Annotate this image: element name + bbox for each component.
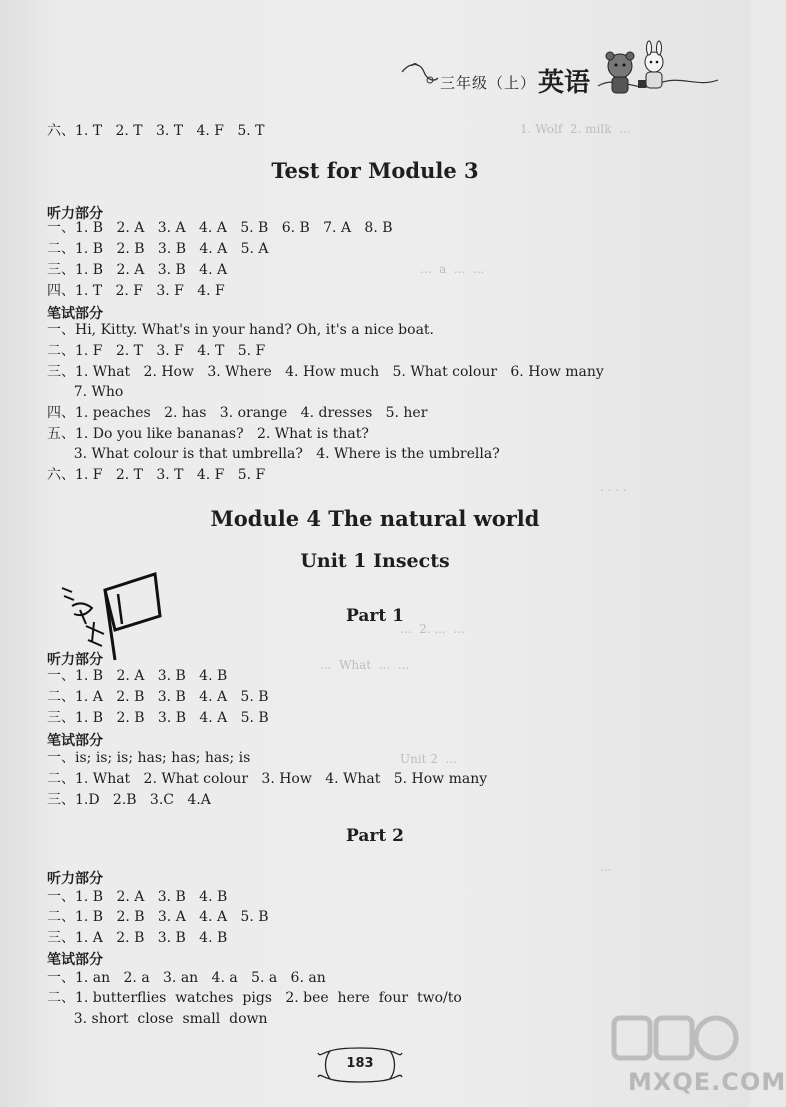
answer-line: 一、1. B 2. A 3. A 4. A 5. B 6. B 7. A 8. B [47, 220, 393, 236]
answer-line: 五、1. Do you like bananas? 2. What is that? [47, 426, 369, 442]
answer-line: 一、1. an 2. a 3. an 4. a 5. a 6. an [47, 970, 326, 986]
page-number [314, 1045, 406, 1085]
section-heading: 笔试部分 [47, 306, 103, 322]
show-through-text: 1. Wolf 2. milk ... [520, 122, 631, 136]
answer-line: 六、1. F 2. T 3. T 4. F 5. F [47, 467, 266, 483]
part-title: Part 2 [346, 826, 404, 846]
show-through-text: ... What ... ... [320, 658, 410, 672]
module-title: Module 4 The natural world [210, 506, 540, 531]
show-through-text: ... [600, 860, 612, 874]
answer-line: 二、1. butterflies watches pigs 2. bee here four two/to [47, 990, 462, 1006]
subject-label: 英语 [538, 68, 591, 98]
answer-line: 二、1. A 2. B 3. B 4. A 5. B [47, 689, 269, 705]
answer-line: 三、1. What 2. How 3. Where 4. How much 5. What colour 6. How many [47, 364, 604, 380]
answer-line: 四、1. peaches 2. has 3. orange 4. dresses 5. her [47, 405, 428, 421]
section-heading: 笔试部分 [47, 952, 103, 968]
answer-line: 一、1. B 2. A 3. B 4. B [47, 889, 228, 905]
answer-line: 四、1. T 2. F 3. F 4. F [47, 283, 225, 299]
section-heading: 听力部分 [47, 206, 103, 222]
section-heading: 听力部分 [47, 871, 103, 887]
answer-line: 三、1. A 2. B 3. B 4. B [47, 930, 228, 946]
answer-line: 二、1. What 2. What colour 3. How 4. What 5. How many [47, 771, 488, 787]
answer-line: 一、is; is; is; has; has; has; is [47, 750, 251, 766]
watermark-logo-icon [610, 1012, 740, 1068]
show-through-text: ... a ... ... [420, 262, 485, 276]
grade-label: 三年级（上） [440, 74, 537, 92]
page-header [400, 52, 750, 112]
part-title: Part 1 [346, 606, 404, 626]
answer-line: 二、1. F 2. T 3. F 4. T 5. F [47, 343, 266, 359]
watermark-url: MXQE.COM [628, 1068, 786, 1096]
answer-line: 三、1. B 2. A 3. B 4. A [47, 262, 228, 278]
answer-line: 一、Hi, Kitty. What's in your hand? Oh, it's a nice boat. [47, 322, 434, 338]
bear-rabbit-mascot-icon [598, 44, 718, 104]
answer-line: 六、1. T 2. T 3. T 4. F 5. T [47, 123, 265, 139]
unit-title: Unit 1 Insects [300, 550, 450, 572]
show-through-text: Unit 2 ... [400, 752, 458, 766]
vine-decoration-icon [400, 60, 440, 90]
test-title: Test for Module 3 [271, 158, 479, 183]
page-number-text: 183 [346, 1056, 374, 1071]
answer-line: 一、1. B 2. A 3. B 4. B [47, 668, 228, 684]
answer-line: 二、1. B 2. B 3. A 4. A 5. B [47, 909, 269, 925]
answer-line: 7. Who [47, 384, 124, 400]
answer-line: 三、1.D 2.B 3.C 4.A [47, 792, 211, 808]
answer-line: 3. short close small down [47, 1011, 268, 1027]
answer-line: 三、1. B 2. B 3. B 4. A 5. B [47, 710, 269, 726]
answer-line: 3. What colour is that umbrella? 4. Where is the umbrella? [47, 446, 500, 462]
show-through-text: . . . . [600, 480, 627, 494]
section-heading: 听力部分 [47, 652, 103, 668]
section-heading: 笔试部分 [47, 733, 103, 749]
show-through-text: ... 2. ... ... [400, 622, 465, 636]
answer-line: 二、1. B 2. B 3. B 4. A 5. A [47, 241, 269, 257]
